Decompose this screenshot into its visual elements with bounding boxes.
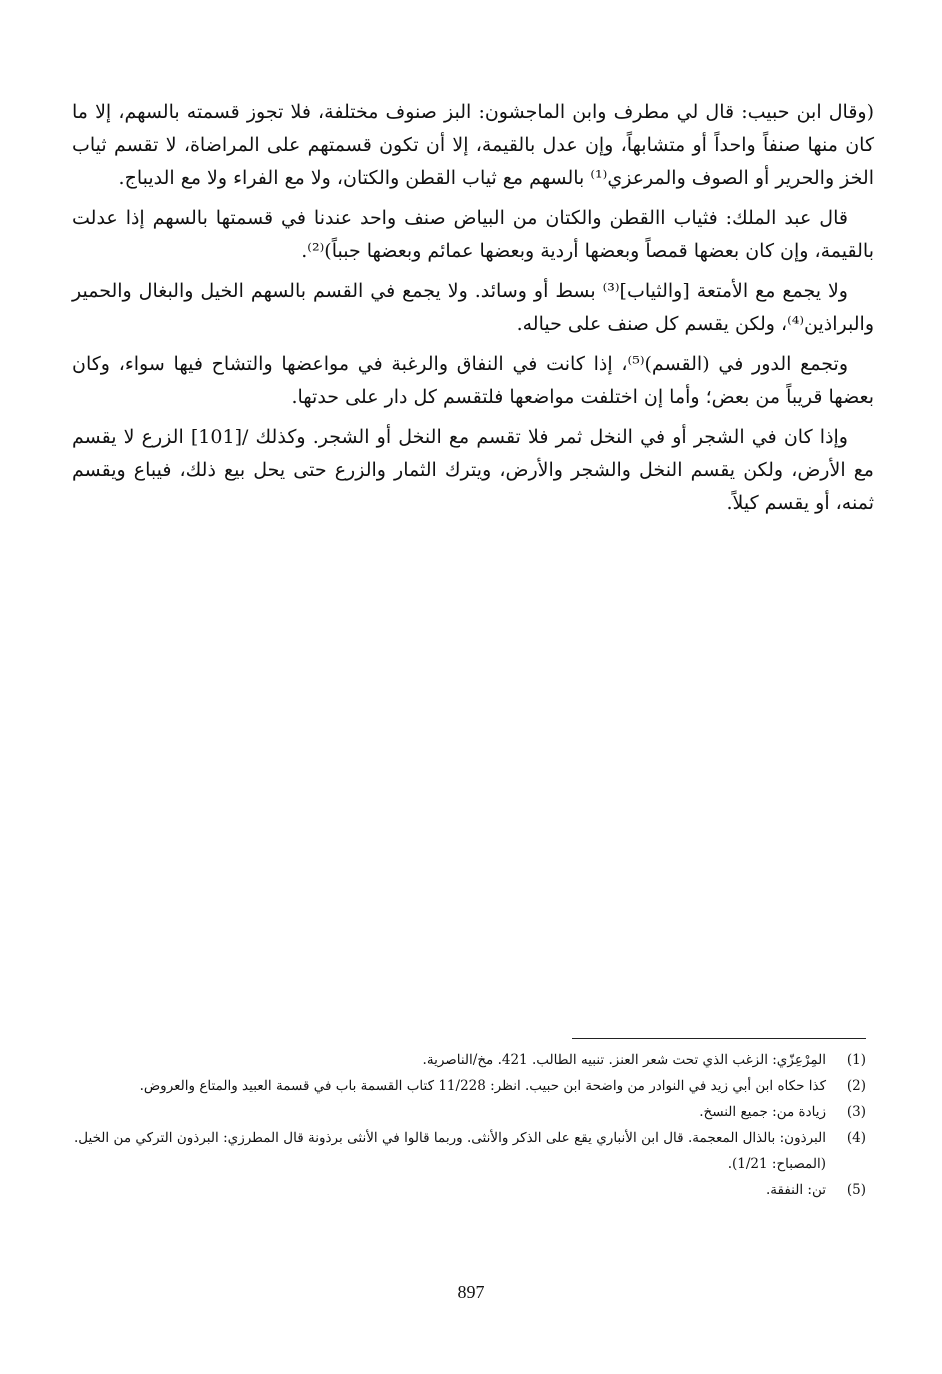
paragraph: (وقال ابن حبيب: قال لي مطرف وابن الماجشون: البز صنوف مختلفة، فلا تجوز قسمته بالسهم، إلا ما كان منها صنفاً واحداً أو متشابهاً، وإن عدل بالقيمة، إلا أن تكون قسمتهم على المراضاة، لا تقسم ثياب الخز والحرير أو الصوف والمرعزي⁽¹⁾ بالسهم مع ثياب القطن والكتان، ولا مع الفراء ولا مع الديباج. [72,101,874,189]
footnote [74,1047,866,1073]
footnote [74,1125,866,1177]
paragraph: قال عبد الملك: فثياب االقطن والكتان من البياض صنف واحد عندنا في قسمتها بالسهم إذا عدلت بالقيمة، وإن كان بعضها قمصاً وبعضها أردية وبعضها عمائم وبعضها جبباً)⁽²⁾. [72,207,874,262]
footnote-text: كذا حكاه ابن أبي زيد في النوادر من واضحة ابن حبيب. انظر: 11/228 كتاب القسمة باب في قسمة العبيد والمتاع والعروض. [139,1078,826,1094]
footnote [74,1177,866,1203]
footnote-number: (3) [846,1104,866,1120]
footnote [74,1073,866,1099]
footnote-number: (5) [846,1182,866,1198]
main-text-body [72,96,874,527]
footnote [74,1099,866,1125]
footnote-number: (4) [846,1130,866,1146]
paragraph: وتجمع الدور في (القسم)⁽⁵⁾، إذا كانت في النفاق والرغبة في مواعضها والتشاح فيها سواء، وكان بعضها قريباً من بعض؛ وأما إن اختلفت مواضعها فلتقسم كل دار على حدتها. [72,353,874,408]
paragraph: ولا يجمع مع الأمتعة [والثياب]⁽³⁾ بسط أو وسائد. ولا يجمع في القسم بالسهم الخيل والبغال والحمير والبراذين⁽⁴⁾، ولكن يقسم كل صنف على حياله. [72,280,874,335]
footnote-text: زيادة من: جميع النسخ. [699,1104,826,1120]
paragraph: وإذا كان في الشجر أو في النخل ثمر فلا تقسم مع النخل أو الشجر. وكذلك /[101] الزرع لا يقسم مع الأرض، ولكن يقسم النخل والشجر والأرض، ويترك الثمار والزرع حتى يحل بيع ذلك، فيباع ويقسم ثمنه، أو يقسم كيلاً. [72,426,874,514]
footnote-text: تن: النفقة. [766,1182,826,1198]
footnote-number: (2) [846,1078,866,1094]
footnote-text: المِرْعِزّي: الزغب الذي تحت شعر العنز. تنبيه الطالب. 421. مخ/الناصرية. [422,1052,826,1068]
footnotes-section [74,1047,866,1203]
page-number: 897 [457,1282,485,1302]
footnote-divider [572,1038,866,1039]
footnote-text: البرذون: بالذال المعجمة. قال ابن الأنباري يقع على الذكر والأنثى. وربما قالوا في الأنثى برذونة قال المطرزي: البرذون التركي من الخيل. (المصباح: 1/21). [74,1130,826,1172]
footnote-number: (1) [846,1052,866,1068]
